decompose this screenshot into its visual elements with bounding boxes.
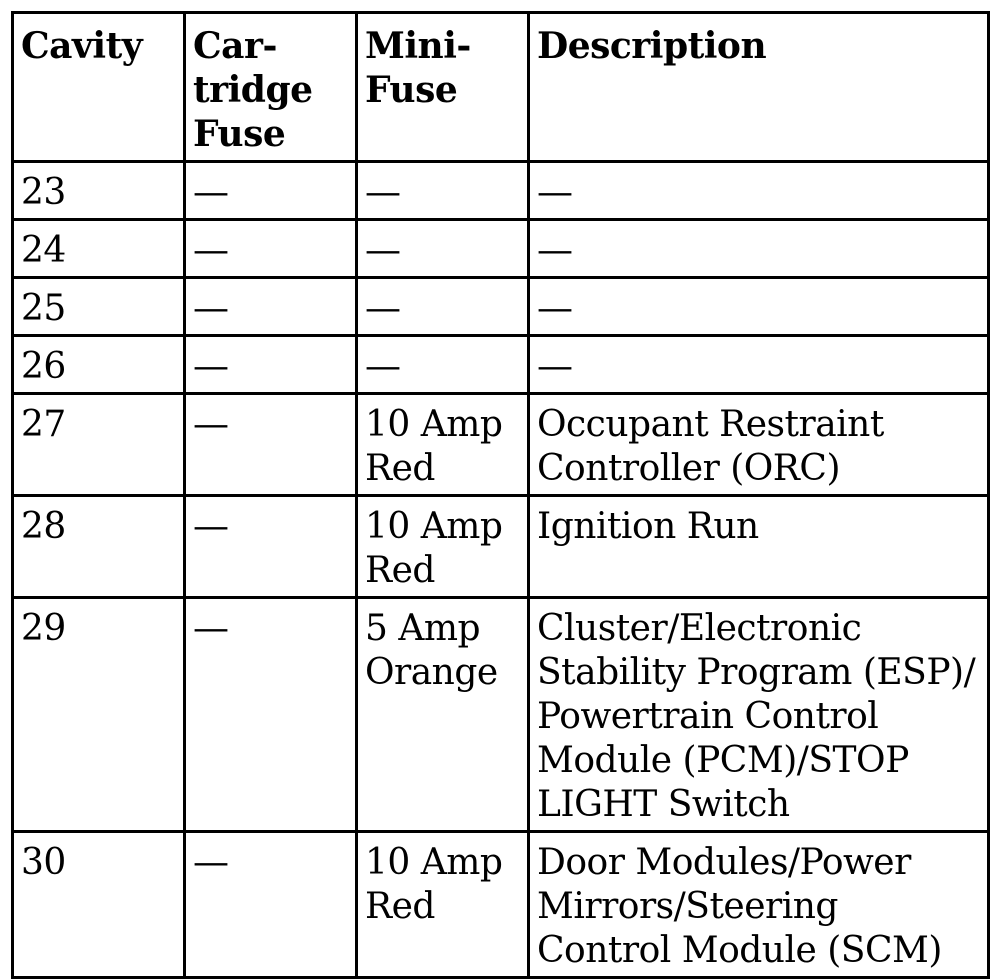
cartridge-fuse-cell: — bbox=[185, 394, 357, 496]
description-cell: Occupant Restraint Controller (ORC) bbox=[529, 394, 989, 496]
table-row bbox=[13, 162, 989, 220]
cavity-cell: 23 bbox=[13, 162, 185, 220]
header-cavity: Cavity bbox=[13, 13, 185, 162]
mini-fuse-cell: 10 Amp Red bbox=[357, 832, 529, 978]
cavity-cell: 30 bbox=[13, 832, 185, 978]
header-mini-fuse: Mini- Fuse bbox=[357, 13, 529, 162]
fuse-table bbox=[11, 11, 990, 979]
cavity-cell: 29 bbox=[13, 598, 185, 832]
cartridge-fuse-cell: — bbox=[185, 832, 357, 978]
table-row bbox=[13, 336, 989, 394]
description-cell: — bbox=[529, 162, 989, 220]
mini-fuse-cell: 10 Amp Red bbox=[357, 394, 529, 496]
table-row bbox=[13, 832, 989, 978]
mini-fuse-cell: — bbox=[357, 162, 529, 220]
cartridge-fuse-cell: — bbox=[185, 162, 357, 220]
table-row bbox=[13, 278, 989, 336]
table-row bbox=[13, 598, 989, 832]
cartridge-fuse-cell: — bbox=[185, 336, 357, 394]
header-description: Description bbox=[529, 13, 989, 162]
description-cell: Ignition Run bbox=[529, 496, 989, 598]
mini-fuse-cell: — bbox=[357, 278, 529, 336]
mini-fuse-cell: — bbox=[357, 336, 529, 394]
cavity-cell: 28 bbox=[13, 496, 185, 598]
cavity-cell: 26 bbox=[13, 336, 185, 394]
description-cell: Door Modules/Power Mirrors/Steering Control Module (SCM) bbox=[529, 832, 989, 978]
cartridge-fuse-cell: — bbox=[185, 598, 357, 832]
cavity-cell: 24 bbox=[13, 220, 185, 278]
table-row bbox=[13, 220, 989, 278]
cartridge-fuse-cell: — bbox=[185, 278, 357, 336]
mini-fuse-cell: — bbox=[357, 220, 529, 278]
mini-fuse-cell: 5 Amp Orange bbox=[357, 598, 529, 832]
table-row bbox=[13, 496, 989, 598]
description-cell: — bbox=[529, 336, 989, 394]
description-cell: Cluster/Electronic Stability Program (ESP)/ Powertrain Control Module (PCM)/STOP LIGHT Switch bbox=[529, 598, 989, 832]
description-cell: — bbox=[529, 220, 989, 278]
cartridge-fuse-cell: — bbox=[185, 220, 357, 278]
cavity-cell: 25 bbox=[13, 278, 185, 336]
cavity-cell: 27 bbox=[13, 394, 185, 496]
description-cell: — bbox=[529, 278, 989, 336]
cartridge-fuse-cell: — bbox=[185, 496, 357, 598]
header-cartridge-fuse: Car- tridge Fuse bbox=[185, 13, 357, 162]
mini-fuse-cell: 10 Amp Red bbox=[357, 496, 529, 598]
table-row bbox=[13, 394, 989, 496]
header-row bbox=[13, 13, 989, 162]
